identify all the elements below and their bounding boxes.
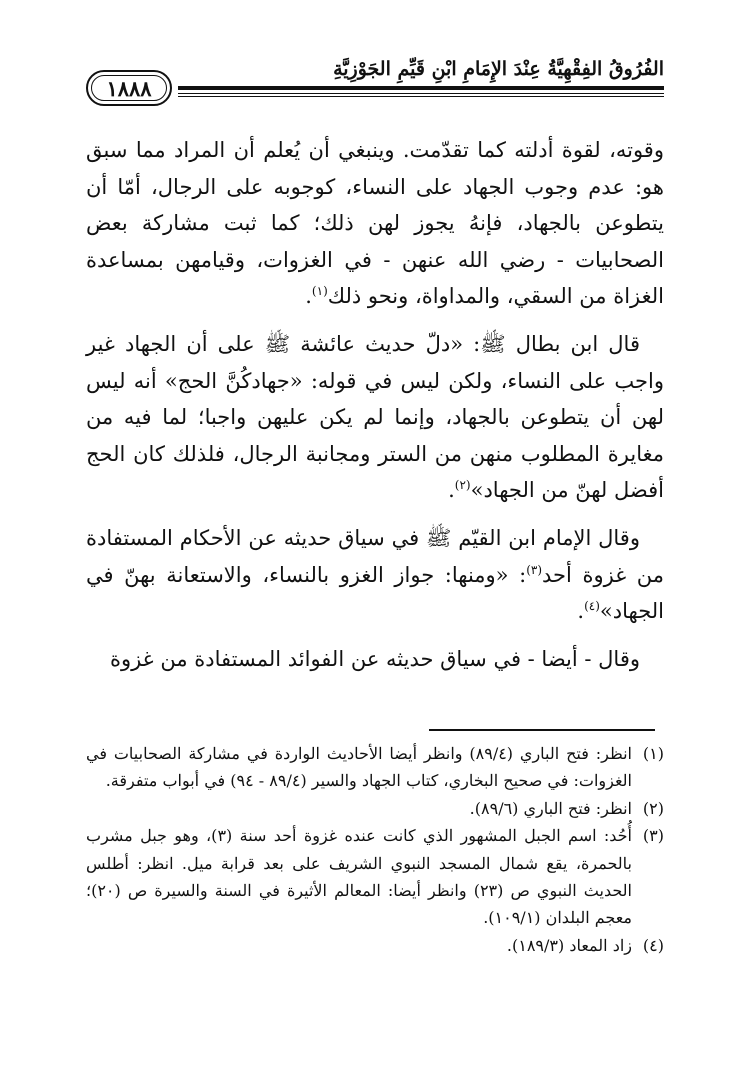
footnote-ref-3[interactable]: (٣) — [526, 562, 543, 577]
footnote-text: أُحُد: اسم الجبل المشهور الذي كانت عنده غزوة أحد سنة (٣)، وهو جبل مشرب بالحمرة، يقع شمال المسجد النبوي الشريف على بعد قرابة ميل. انظر: أطلس الحديث النبوي ص (٢٣) وانظر أيضا: المعالم الأثيرة في السنة والسيرة ص (٢٠)؛ معجم البلدان (١٠٩/١). — [86, 826, 633, 928]
footnote-4 — [86, 932, 664, 959]
footnote-number: (٤) — [642, 935, 664, 955]
paragraph-3-text-b: : «ومنها: جواز الغزو بالنساء، والاستعانة بهنّ في الجهاد» — [86, 562, 664, 624]
paragraph-3-end: . — [577, 599, 585, 624]
footnote-2 — [86, 795, 664, 822]
header-rule-thin — [178, 93, 664, 94]
paragraph-1: وقوته، لقوة أدلته كما تقدّمت. وينبغي أن يُعلم أن المراد مما سبق هو: عدم وجوب الجهاد على النساء، كوجوبه على الرجال، أمّا أن يتطوعن بالجهاد، فإنهُ يجوز لهن ذلك؛ كما ثبت مشاركة بعض الصحابيات - رضي الله عنهن - في الغزوات، وقيامهن بمساعدة الغزاة من السقي، والمداواة، ونحو ذلك$^{(١)}$. — [86, 138, 664, 309]
paragraph-4 — [86, 641, 664, 678]
footnote-ref-1[interactable]: (١) — [311, 284, 328, 299]
paragraph-4-text: وقال - أيضا - في سياق حديثه عن الفوائد المستفادة من غزوة — [109, 646, 640, 671]
footnote-number: (٢) — [642, 798, 664, 818]
page-header — [86, 56, 664, 120]
footnotes — [86, 740, 664, 959]
page-number-frame — [86, 70, 172, 106]
header-rule-thin — [178, 96, 664, 97]
running-title: الفُرُوقُ الفِقْهِيَّةُ عِنْدَ الإِمَامِ ابْنِ قَيِّمِ الجَوْزِيَّةِ — [333, 58, 664, 80]
paragraph-3-text-a: وقال الإمام ابن القيّم ﷺ في سياق حديثه عن الأحكام المستفادة من غزوة أحد — [86, 525, 665, 587]
footnote-separator — [429, 729, 655, 731]
main-text — [86, 132, 664, 688]
footnote-1 — [86, 740, 664, 795]
header-rule-thick — [178, 86, 664, 90]
paragraph-2: قال ابن بطال ﷺ: «دلّ حديث عائشة ﷺ على أن الجهاد غير واجب على النساء، ولكن ليس في قوله: «جهادكُنَّ الحج» أنه ليس لهن أن يتطوعن بالجهاد، وإنما لم يكن عليهن واجبا؛ لما فيه من مغايرة المطلوب منهن من الستر ومجانبة الرجال، فلذلك كان الحج أفضل لهنّ من الجهاد»$^{(٢)}$. — [86, 331, 664, 503]
footnote-text: زاد المعاد (١٨٩/٣). — [506, 935, 632, 955]
footnote-number: (١) — [642, 744, 664, 763]
paragraph-1-text: وقوته، لقوة أدلته كما تقدّمت. وينبغي أن يُعلم أن المراد مما سبق هو: عدم وجوب الجهاد على النساء، كوجوبه على الرجال، أمّا أن يتطوعن بالجهاد، فإنهُ يجوز لهن ذلك؛ كما ثبت مشاركة بعض الصحابيات - رضي الله عنهن - في الغزوات، وقيامهن بمساعدة الغزاة من السقي، والمداواة، ونحو ذلك — [86, 138, 664, 309]
footnote-ref-2[interactable]: (٢) — [454, 478, 471, 493]
footnote-3 — [86, 822, 664, 932]
footnote-text: انظر: فتح الباري (٨٩/٦). — [469, 798, 632, 818]
page-number: ١٨٨٨ — [106, 75, 152, 101]
paragraph-3 — [86, 520, 664, 630]
footnote-number: (٣) — [642, 826, 664, 846]
paragraph-2-text: قال ابن بطال ﷺ: «دلّ حديث عائشة ﷺ على أن الجهاد غير واجب على النساء، ولكن ليس في قوله: «جهادكُنَّ الحج» أنه ليس لهن أن يتطوعن بالجهاد، وإنما لم يكن عليهن واجبا؛ لما فيه من مغايرة المطلوب منهن من الستر ومجانبة الرجال، فلذلك كان الحج أفضل لهنّ من الجهاد» — [86, 331, 664, 503]
footnote-ref-4[interactable]: (٤) — [584, 599, 600, 614]
footnote-text: انظر: فتح الباري (٨٩/٤) وانظر أيضا الأحاديث الواردة في مشاركة الصحابيات في الغزوات: في صحيح البخاري، كتاب الجهاد والسير (٨٩/٤ - ٩٤) في أبواب متفرقة. — [86, 744, 632, 791]
